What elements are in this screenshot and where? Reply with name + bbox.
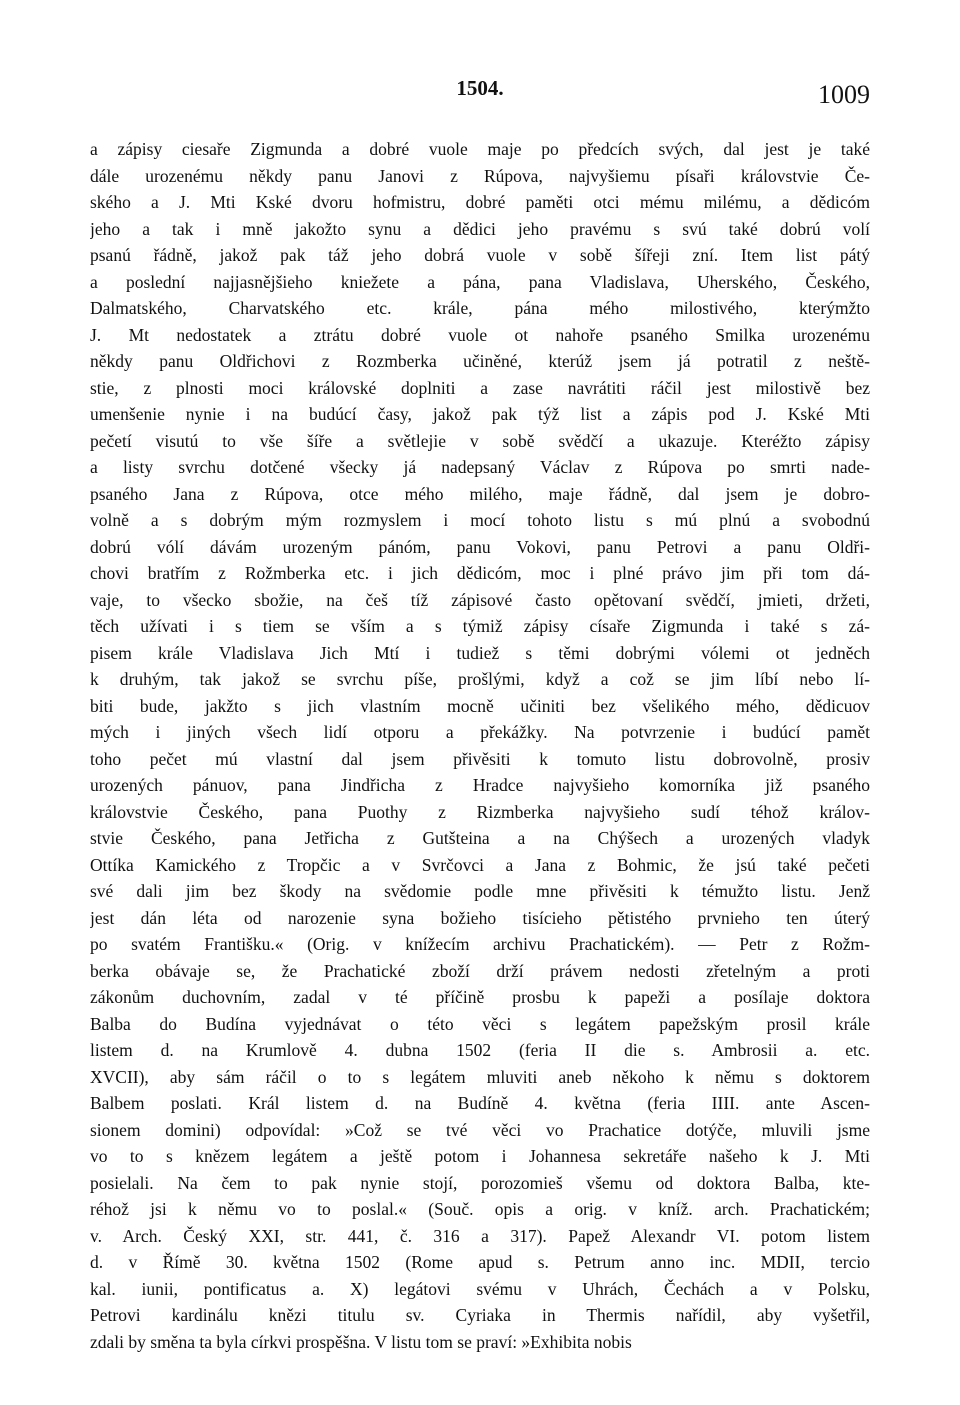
text-line: mých i jiných všech lidí otporu a překážky. Na potvrzenie i budúcí pamět — [90, 722, 870, 742]
text-line: v. Arch. Český XXI, str. 441, č. 316 a 317). Papež Alexandr VI. potom listem — [90, 1225, 870, 1246]
text-line: sionem domini) odpovídal: »Což se tvé věci vo Prachatice dotýče, mluvili jsme — [90, 1119, 870, 1140]
text-line: stvie Českého, pana Jetřicha z Gutšteina a na Chýšech a urozených vladyk — [90, 828, 870, 848]
page-number: 1009 — [818, 80, 870, 109]
text-line: d. v Římě 30. května 1502 (Rome apud s. Petrum anno inc. MDII, tercio — [90, 1252, 870, 1272]
text-line: toho pečet mú vlastní dal jsem přivěsiti k tomuto listu dobrovolně, prosiv — [90, 748, 870, 769]
text-line: zdali by směna ta byla církvi prospěšna. V listu tom se praví: »Exhibita nobis — [90, 1331, 632, 1352]
text-line: dále urozenému někdy panu Janovi z Rúpova, najvyšiemu písaři královstvie Če- — [90, 165, 870, 186]
text-line: ského a J. Mti Kské dvoru hofmistru, dobré paměti otci mému milému, a dědicóm — [90, 192, 870, 212]
text-line: těch užívati i s tiem se vším a s týmiž zápisy císaře Zigmunda i také s zá- — [90, 616, 870, 636]
text-line: chovi bratřím z Rožmberka etc. i jich dědicóm, moc i plné právo jim při tom dá- — [90, 563, 870, 583]
text-line: Petrovi kardinálu knězi titulu sv. Cyriaka in Thermis nařídil, aby vyšetřil, — [90, 1305, 870, 1325]
text-line: J. Mt nedostatek a ztrátu dobré vuole ot nahoře psaného Smilka urozenému — [90, 324, 870, 345]
text-line: a listy svrchu dotčené všecky já nadepsaný Václav z Rúpova po smrti nade- — [90, 457, 870, 477]
text-line: listem d. na Krumlově 4. dubna 1502 (feria II die s. Ambrosii a. etc. — [90, 1040, 870, 1060]
text-line: berka obávaje se, že Prachatické zboží drží právem nedosti zřetelným a proti — [90, 960, 870, 981]
text-line: biti bude, jakžto s jich vlastním mocně učiniti bez všelikého mého, dědicuov — [90, 695, 870, 716]
text-line: dobrú vólí dávám urozeným pánóm, panu Vokovi, panu Petrovi a panu Oldři- — [90, 536, 870, 557]
page-header — [90, 72, 870, 112]
text-line: a zápisy ciesaře Zigmunda a dobré vuole maje po předcích svých, dal jest je také — [90, 139, 870, 159]
page-year-heading: 1504. — [456, 76, 504, 100]
text-line: psanú řádně, jakož pak táž jeho dobrá vuole v sobě šířeji zní. Item list pátý — [90, 245, 870, 265]
text-line: réhož jsi k němu vo to poslal.« (Souč. opis a orig. v kníž. arch. Prachatickém; — [90, 1199, 870, 1219]
text-line: po svatém Františku.« (Orig. v knížecím archivu Prachatickém). — Petr z Rožm- — [90, 934, 870, 954]
text-line: Ottíka Kamického z Tropčic a v Svrčovci a Jana z Bohmic, že jsú také pečeti — [90, 854, 870, 875]
text-line: pečetí visutú to vše šíře a světlejie v sobě svědčí a ukazuje. Kteréžto zápisy — [90, 430, 870, 451]
text-line: jest dán léta od narozenie syna božieho tisícieho pětistého prvnieho ten úterý — [90, 907, 870, 928]
text-line: své dali jim bez škody na svědomie podle mne přivěsiti k témužto listu. Jenž — [90, 881, 870, 901]
text-line: posielali. Na čem to pak nynie stojí, porozomieš všemu od doktora Balba, kte- — [90, 1172, 870, 1193]
text-line: umenšenie nynie i na budúcí časy, jakož pak týž list a zápis pod J. Kské Mti — [90, 404, 870, 424]
text-line: vo to s knězem legátem a ještě potom i Johannesa sekretáře našeho k J. Mti — [90, 1146, 870, 1166]
text-line: královstvie Českého, pana Puothy z Rizmberka najvyšieho sudí téhož králov- — [90, 801, 870, 822]
text-line: zákonům duchovním, zadal v té příčině prosbu k papeži a posílaje doktora — [90, 987, 870, 1007]
text-line: a poslední najjasnějšieho kniežete a pána, pana Vladislava, Uherského, Českého, — [90, 271, 870, 292]
text-line: někdy panu Oldřichovi z Rozmberka učiněné, kterúž jsem já potratil z neště- — [90, 351, 870, 371]
body-text — [90, 136, 870, 1355]
text-line: urozených pánuov, pana Jindřicha z Hradce najvyšieho komorníka již psaného — [90, 775, 870, 795]
text-line: volně a s dobrým mým rozmyslem i mocí tohoto listu s mú plnú a svobodnú — [90, 510, 870, 530]
text-line: Balba do Budína vyjednávat o této věci s legátem papežským prosil krále — [90, 1013, 870, 1034]
text-line: Dalmatského, Charvatského etc. krále, pána mého milostivého, kterýmžto — [90, 298, 870, 318]
text-line: k druhým, tak jakož se svrchu píše, prošlými, když a což se jim líbí nebo lí- — [90, 669, 870, 689]
text-line: jeho a tak i mně jakožto synu a dědici jeho pravému s svú také dobrú volí — [90, 218, 870, 239]
text-line: Balbem poslati. Král listem d. na Budíně 4. května (feria IIII. ante Ascen- — [90, 1093, 870, 1113]
text-line: pisem krále Vladislava Jich Mtí i tudiež s těmi dobrými vólemi ot jedněch — [90, 642, 870, 663]
text-line: kal. iunii, pontificatus a. X) legátovi svému v Uhrách, Čechách a v Polsku, — [90, 1278, 870, 1299]
text-line: stie, z plnosti moci královské doplniti a zase navrátiti ráčil jest milostivě bez — [90, 377, 870, 398]
text-line: psaného Jana z Rúpova, otce mého milého, maje řádně, dal jsem je dobro- — [90, 483, 870, 504]
text-line: vaje, to všecko sbožie, na češ tíž zápisové často opětovaní svědčí, jmieti, držeti, — [90, 589, 870, 610]
text-line: XVCII), aby sám ráčil o to s legátem mluviti aneb někoho k němu s doktorem — [90, 1066, 870, 1087]
